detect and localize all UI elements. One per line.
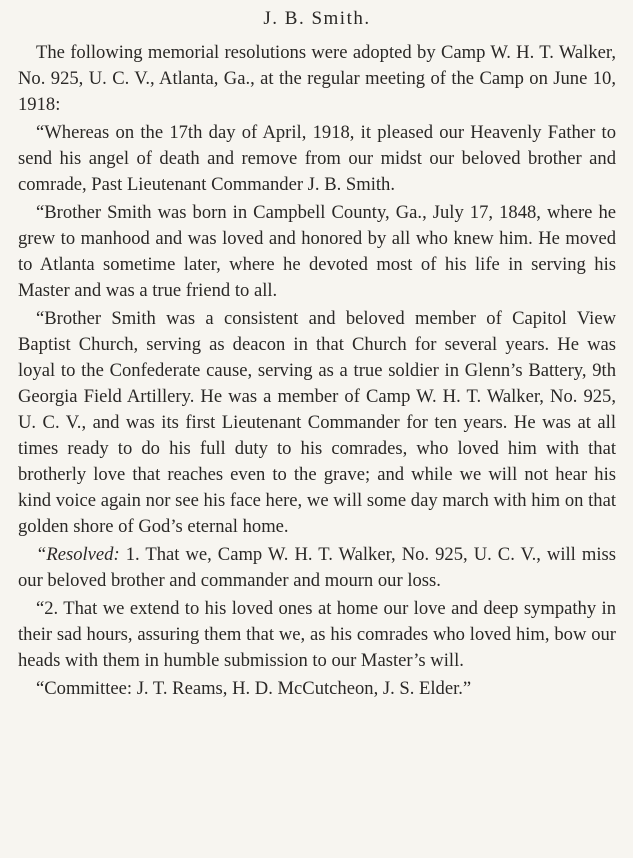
service-paragraph: “Brother Smith was a consistent and beloved member of Capitol View Baptist Church, serving as deacon in that Church for several years. He was loyal to the Confederate cause, serving as a true soldier in Glenn’s Battery, 9th Georgia Field Artillery. He was a member of Camp W. H. T. Walker, No. 925, U. C. V., and was its first Lieutenant Commander for ten years. He was at all times ready to do his full duty to his comrades, who loved him with that brotherly love that reaches even to the grave; and while we will not hear his kind voice again nor see his face here, we will some day march with him on that golden shore of God’s eternal home. <box>18 308 616 537</box>
resolved-text: 1. That we, Camp W. H. T. Walker, No. 925, U. C. V., will miss our beloved brother and commander and mourn our loss. <box>18 544 616 591</box>
resolved-label: “Resolved: <box>36 544 120 565</box>
sympathy-paragraph: “2. That we extend to his loved ones at home our love and deep sympathy in their sad hours, assuring them that we, as his comrades who loved him, bow our heads with them in humble submission to our Master’s will. <box>18 598 616 671</box>
page-title: J. B. Smith. <box>263 8 371 29</box>
resolved-paragraph <box>18 542 616 594</box>
biography-paragraph: “Brother Smith was born in Campbell County, Ga., July 17, 1848, where he grew to manhood and was loved and honored by all who knew him. He moved to Atlanta sometime later, where he devoted most of his life in serving his Master and was a true friend to all. <box>18 202 616 301</box>
document-page <box>0 8 633 858</box>
committee-paragraph: “Committee: J. T. Reams, H. D. McCutcheon, J. S. Elder.” <box>36 678 472 699</box>
intro-paragraph: The following memorial resolutions were adopted by Camp W. H. T. Walker, No. 925, U. C. V., Atlanta, Ga., at the regular meeting of the Camp on June 10, 1918: <box>18 42 616 115</box>
whereas-paragraph: “Whereas on the 17th day of April, 1918, it pleased our Heavenly Father to send his angel of death and remove from our midst our beloved brother and comrade, Past Lieutenant Commander J. B. Smith. <box>18 122 616 195</box>
